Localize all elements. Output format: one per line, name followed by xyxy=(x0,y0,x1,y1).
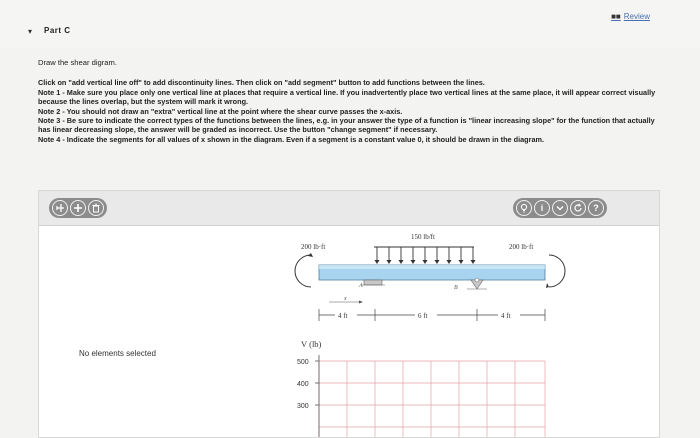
review-label: Review xyxy=(623,12,650,21)
caret-down-icon[interactable]: ▾ xyxy=(28,27,33,36)
note-2: Note 2 - You should not draw an "extra" vertical line at the point where the shear curve passes the x-axis. xyxy=(38,106,403,116)
note-4: Note 4 - Indicate the segments for all values of x shown in the diagram. Even if a segment is a constant value 0, it should be drawn in the diagram. xyxy=(38,134,545,144)
support-b-label: B xyxy=(454,285,458,291)
top-strip xyxy=(0,0,700,48)
shear-axis-label: V (lb) xyxy=(301,339,322,349)
hint-icon[interactable] xyxy=(516,200,532,216)
x-label: x xyxy=(344,296,347,302)
dim-label-1: 4 ft xyxy=(338,312,348,320)
support-a-label: A xyxy=(359,283,363,289)
shear-grid xyxy=(319,361,545,437)
instructions-title: Draw the shear digram. xyxy=(38,58,117,67)
y-tick-300: 300 xyxy=(297,403,309,410)
reset-icon[interactable] xyxy=(570,200,586,216)
beam-diagram xyxy=(39,225,659,437)
moment-right-arrow xyxy=(549,255,565,287)
moment-right-label: 200 lb·ft xyxy=(509,243,534,251)
status-text: No elements selected xyxy=(79,349,156,358)
left-tool-group xyxy=(49,198,107,218)
drawing-panel[interactable] xyxy=(38,190,660,438)
moment-left-label: 200 lb·ft xyxy=(301,243,326,251)
right-tool-group xyxy=(513,198,607,218)
y-tick-400: 400 xyxy=(297,381,309,388)
expand-icon[interactable] xyxy=(552,200,568,216)
review-flag-icon: ■■ xyxy=(611,12,621,21)
moment-right-arrowhead xyxy=(546,283,549,288)
y-tick-500: 500 xyxy=(297,359,309,366)
note-1: Note 1 - Make sure you place only one vertical line at places that require a vertical line. If you inadvertently place two vertical lines at the same place, it will appear correct visually because the lines overlap, but the system will mark it wrong. xyxy=(38,87,656,107)
dim-label-2: 6 ft xyxy=(418,312,428,320)
x-arrowhead xyxy=(359,301,363,304)
part-label: Part C xyxy=(44,26,71,35)
review-link[interactable] xyxy=(611,12,650,21)
add-segment-icon[interactable] xyxy=(70,200,86,216)
distributed-load xyxy=(374,247,476,264)
instructions-intro: Click on "add vertical line off" to add discontinuity lines. Then click on "add segment" button to add functions between the lines. xyxy=(38,78,485,88)
help-icon[interactable]: ? xyxy=(588,200,604,216)
instructions xyxy=(38,58,658,144)
support-a xyxy=(361,280,385,285)
delete-icon[interactable] xyxy=(88,200,104,216)
dim-label-3: 4 ft xyxy=(501,312,511,320)
toolbar xyxy=(39,191,659,226)
beam-highlight xyxy=(319,265,545,269)
load-label: 150 lb/ft xyxy=(411,233,435,241)
shear-y-ticks xyxy=(315,361,319,405)
info-icon[interactable]: i xyxy=(534,200,550,216)
note-3: Note 3 - Be sure to indicate the correct types of the functions between the lines, e.g. in your answer the type of a function is "linear increasing slope" for the function that actually has linear decreasing slope, the answer will be graded as incorrect. Use the button "change segment" if necessary. xyxy=(38,116,655,135)
moment-left-arrow xyxy=(295,255,311,287)
add-vertical-line-icon[interactable] xyxy=(52,200,68,216)
